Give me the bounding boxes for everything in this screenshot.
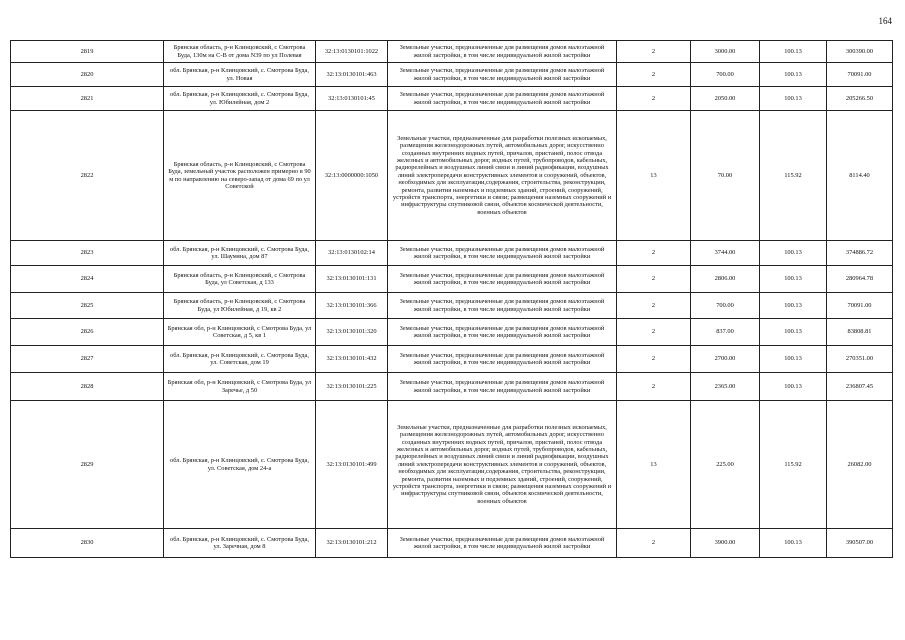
table-row <box>11 529 893 558</box>
cell-row-number: 2830 <box>11 529 164 558</box>
cell-cadastral-number: 32:13:0130101:131 <box>316 266 388 293</box>
cell-value: 270351.00 <box>827 346 893 373</box>
cell-rate: 100.13 <box>760 529 827 558</box>
table-row <box>11 319 893 346</box>
cell-address: обл. Брянская, р-н Клинцовский, с. Смотрова Буда, ул. Заречная, дом 8 <box>164 529 316 558</box>
cell-rate: 100.13 <box>760 373 827 401</box>
cell-rate: 100.13 <box>760 319 827 346</box>
cell-value: 8114.40 <box>827 111 893 241</box>
cell-land-purpose: Земельные участки, предназначенные для размещения домов малоэтажной жилой застройки, в том числе индивидуальной жилой застройки <box>388 373 617 401</box>
cell-group: 2 <box>617 346 691 373</box>
cell-row-number: 2819 <box>11 41 164 63</box>
cell-row-number: 2820 <box>11 63 164 87</box>
cell-rate: 100.13 <box>760 241 827 266</box>
cell-value: 70091.00 <box>827 293 893 319</box>
cell-row-number: 2826 <box>11 319 164 346</box>
cell-value: 26082.00 <box>827 401 893 529</box>
cell-group: 2 <box>617 63 691 87</box>
table-row <box>11 266 893 293</box>
cell-rate: 100.13 <box>760 266 827 293</box>
cell-area: 3900.00 <box>691 529 760 558</box>
cell-row-number: 2825 <box>11 293 164 319</box>
cell-value: 70091.00 <box>827 63 893 87</box>
cell-row-number: 2829 <box>11 401 164 529</box>
cell-rate: 100.13 <box>760 346 827 373</box>
cell-value: 205266.50 <box>827 87 893 111</box>
cell-address: Брянская область, р-н Клинцовский, с Смотрова Буда, 130м на С-В от дома N39 по ул Полевая <box>164 41 316 63</box>
cell-value: 390507.00 <box>827 529 893 558</box>
cell-group: 13 <box>617 111 691 241</box>
cell-land-purpose: Земельные участки, предназначенные для размещения домов малоэтажной жилой застройки, в том числе индивидуальной жилой застройки <box>388 63 617 87</box>
cell-area: 700.00 <box>691 63 760 87</box>
table-body <box>11 41 893 558</box>
cell-value: 236807.45 <box>827 373 893 401</box>
table-row <box>11 401 893 529</box>
cell-cadastral-number: 32:13:0000000:1050 <box>316 111 388 241</box>
cell-rate: 100.13 <box>760 63 827 87</box>
cell-land-purpose: Земельные участки, предназначенные для размещения домов малоэтажной жилой застройки, в том числе индивидуальной жилой застройки <box>388 529 617 558</box>
page-number: 164 <box>878 16 892 26</box>
cell-address: Брянская область, р-н Клинцовский, с Смотрова Буда, земельный участок расположен примерно в 90 м по направлению на северо-запад от дома 69 по ул Советской <box>164 111 316 241</box>
cell-row-number: 2821 <box>11 87 164 111</box>
cell-row-number: 2827 <box>11 346 164 373</box>
cell-cadastral-number: 32:13:0130101:320 <box>316 319 388 346</box>
cell-land-purpose: Земельные участки, предназначенные для размещения домов малоэтажной жилой застройки, в том числе индивидуальной жилой застройки <box>388 87 617 111</box>
cell-row-number: 2828 <box>11 373 164 401</box>
cell-land-purpose: Земельные участки, предназначенные для размещения домов малоэтажной жилой застройки, в том числе индивидуальной жилой застройки <box>388 293 617 319</box>
cell-address: обл. Брянская, р-н Клинцовский, с. Смотрова Буда, ул. Шаумяна, дом 87 <box>164 241 316 266</box>
cell-area: 225.00 <box>691 401 760 529</box>
cell-cadastral-number: 32:13:0130101:432 <box>316 346 388 373</box>
cell-area: 2050.00 <box>691 87 760 111</box>
cell-cadastral-number: 32:13:0130102:14 <box>316 241 388 266</box>
land-plots-table <box>10 40 893 558</box>
cell-land-purpose: Земельные участки, предназначенные для разработки полезных ископаемых, размещения железнодорожных путей, автомобильных дорог, искусственно созданных внутренних водных путей, причалов, пристаней, полос отвода железных и автомобильных дорог, водных путей, трубопроводов, кабельных, радиорелейных и воздушных линий связи и линий радиофикации, воздушных линий электропередачи конструктивных элементов и сооружений, объектов, необходимых для эксплуатации,содержания, строительства, реконструкции, ремонта, развития наземных и подземных зданий, строений, сооружений, устройств транспорта, энергетики и связи; размещения наземных сооружений и инфраструктуры спутниковой связи, объектов космической деятельности, военных объектов <box>388 401 617 529</box>
table-row <box>11 87 893 111</box>
cell-area: 2806.00 <box>691 266 760 293</box>
cell-land-purpose: Земельные участки, предназначенные для разработки полезных ископаемых, размещения железнодорожных путей, автомобильных дорог, искусственно созданных внутренних водных путей, причалов, пристаней, полос отвода железных и автомобильных дорог, водных путей, трубопроводов, кабельных, радиорелейных и воздушных линий связи и линий радиофикации, воздушных линий электропередачи конструктивных элементов и сооружений, объектов, необходимых для эксплуатации,содержания, строительства, реконструкции, ремонта, развития наземных и подземных зданий, строений, сооружений, устройств транспорта, энергетики и связи; размещения наземных сооружений и инфраструктуры спутниковой связи, объектов космической деятельности, военных объектов <box>388 111 617 241</box>
table-row <box>11 373 893 401</box>
cell-group: 2 <box>617 293 691 319</box>
cell-rate: 115.92 <box>760 111 827 241</box>
cell-group: 13 <box>617 401 691 529</box>
cell-land-purpose: Земельные участки, предназначенные для размещения домов малоэтажной жилой застройки, в том числе индивидуальной жилой застройки <box>388 266 617 293</box>
cell-rate: 100.13 <box>760 293 827 319</box>
table-row <box>11 111 893 241</box>
cell-row-number: 2822 <box>11 111 164 241</box>
cell-value: 374886.72 <box>827 241 893 266</box>
cell-area: 837.00 <box>691 319 760 346</box>
cell-area: 700.00 <box>691 293 760 319</box>
cell-group: 2 <box>617 529 691 558</box>
cell-group: 2 <box>617 241 691 266</box>
cell-cadastral-number: 32:13:0130101:225 <box>316 373 388 401</box>
cell-group: 2 <box>617 373 691 401</box>
cell-group: 2 <box>617 87 691 111</box>
cell-cadastral-number: 32:13:0130101:45 <box>316 87 388 111</box>
cell-area: 2700.00 <box>691 346 760 373</box>
table-row <box>11 41 893 63</box>
table-row <box>11 346 893 373</box>
cell-land-purpose: Земельные участки, предназначенные для размещения домов малоэтажной жилой застройки, в том числе индивидуальной жилой застройки <box>388 241 617 266</box>
cell-rate: 100.13 <box>760 87 827 111</box>
cell-row-number: 2824 <box>11 266 164 293</box>
cell-cadastral-number: 32:13:0130101:463 <box>316 63 388 87</box>
cell-area: 2365.00 <box>691 373 760 401</box>
table-row <box>11 241 893 266</box>
cell-address: обл. Брянская, р-н Клинцовский, с. Смотрова Буда, ул. Юбилейная, дом 2 <box>164 87 316 111</box>
cell-address: обл. Брянская, р-н Клинцовский, с. Смотрова Буда, ул. Советская, дом 24-а <box>164 401 316 529</box>
cell-value: 280964.78 <box>827 266 893 293</box>
cell-value: 300390.00 <box>827 41 893 63</box>
cell-area: 70.00 <box>691 111 760 241</box>
cell-rate: 115.92 <box>760 401 827 529</box>
cell-group: 2 <box>617 319 691 346</box>
cell-row-number: 2823 <box>11 241 164 266</box>
cell-cadastral-number: 32:13:0130101:499 <box>316 401 388 529</box>
cell-cadastral-number: 32:13:0130101:1022 <box>316 41 388 63</box>
cell-address: обл. Брянская, р-н Клинцовский, с. Смотрова Буда, ул. Новая <box>164 63 316 87</box>
cell-address: Брянская обл, р-н Клинцовский, с Смотрова Буда, ул Заречье, д 50 <box>164 373 316 401</box>
cell-address: Брянская область, р-н Клинцовский, с Смотрова Буда, ул Юбилейная, д 19, кв 2 <box>164 293 316 319</box>
cell-area: 3744.00 <box>691 241 760 266</box>
cell-cadastral-number: 32:13:0130101:212 <box>316 529 388 558</box>
cell-rate: 100.13 <box>760 41 827 63</box>
cell-value: 83808.81 <box>827 319 893 346</box>
cell-group: 2 <box>617 41 691 63</box>
cell-address: обл. Брянская, р-н Клинцовский, с. Смотрова Буда, ул. Советская, дом 19 <box>164 346 316 373</box>
cell-address: Брянская обл, р-н Клинцовский, с Смотрова Буда, ул Советская, д 5, кв 1 <box>164 319 316 346</box>
cell-land-purpose: Земельные участки, предназначенные для размещения домов малоэтажной жилой застройки, в том числе индивидуальной жилой застройки <box>388 319 617 346</box>
cell-land-purpose: Земельные участки, предназначенные для размещения домов малоэтажной жилой застройки, в том числе индивидуальной жилой застройки <box>388 346 617 373</box>
cell-area: 3000.00 <box>691 41 760 63</box>
cell-address: Брянская область, р-н Клинцовский, с Смотрова Буда, ул Советская, д 133 <box>164 266 316 293</box>
cell-group: 2 <box>617 266 691 293</box>
table-row <box>11 293 893 319</box>
cell-land-purpose: Земельные участки, предназначенные для размещения домов малоэтажной жилой застройки, в том числе индивидуальной жилой застройки <box>388 41 617 63</box>
table-row <box>11 63 893 87</box>
cell-cadastral-number: 32:13:0130101:366 <box>316 293 388 319</box>
